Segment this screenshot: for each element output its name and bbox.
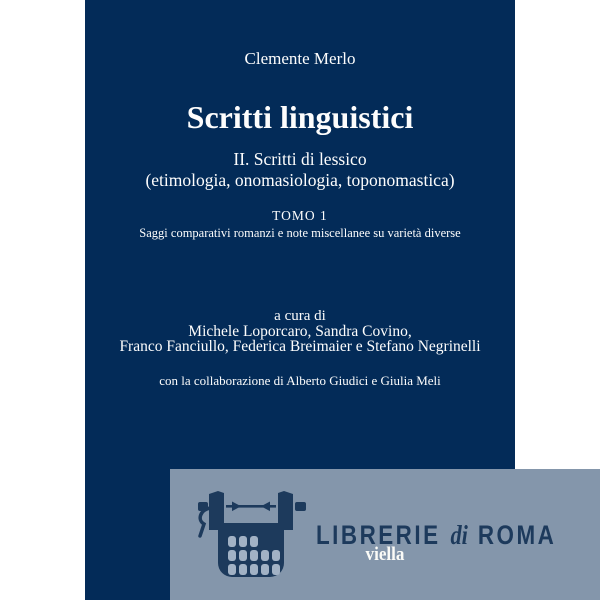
brand-word-librerie: LIBRERIE [316,520,441,550]
publisher-logo: viella [365,544,405,565]
brand-word-roma: ROMA [477,520,557,550]
book-title: Scritti linguistici [186,99,414,135]
tome-subtitle: Saggi comparativi romanzi e note miscellanee su varietà diverse [139,226,461,240]
collaboration-credit: con la collaborazione di Alberto Giudici e Giulia Meli [159,373,441,388]
editors-intro: a cura di [274,308,326,324]
book-subtitle-line1: II. Scritti di lessico [233,149,367,169]
brand-word-di: di [450,520,468,550]
book-cover [85,0,557,600]
book-subtitle-line2: (etimologia, onomasiologia, toponomastica) [145,170,455,190]
book-author: Clemente Merlo [244,49,356,68]
bookstore-brand [316,522,556,549]
tome-label: TOMO 1 [272,208,328,223]
typewriter-icon [197,489,310,578]
editors-line2: Franco Fanciullo, Federica Breimaier e Stefano Negrinelli [119,338,481,355]
bookstore-banner [170,469,600,600]
editors-line1: Michele Loporcaro, Sandra Covino, [188,323,412,340]
